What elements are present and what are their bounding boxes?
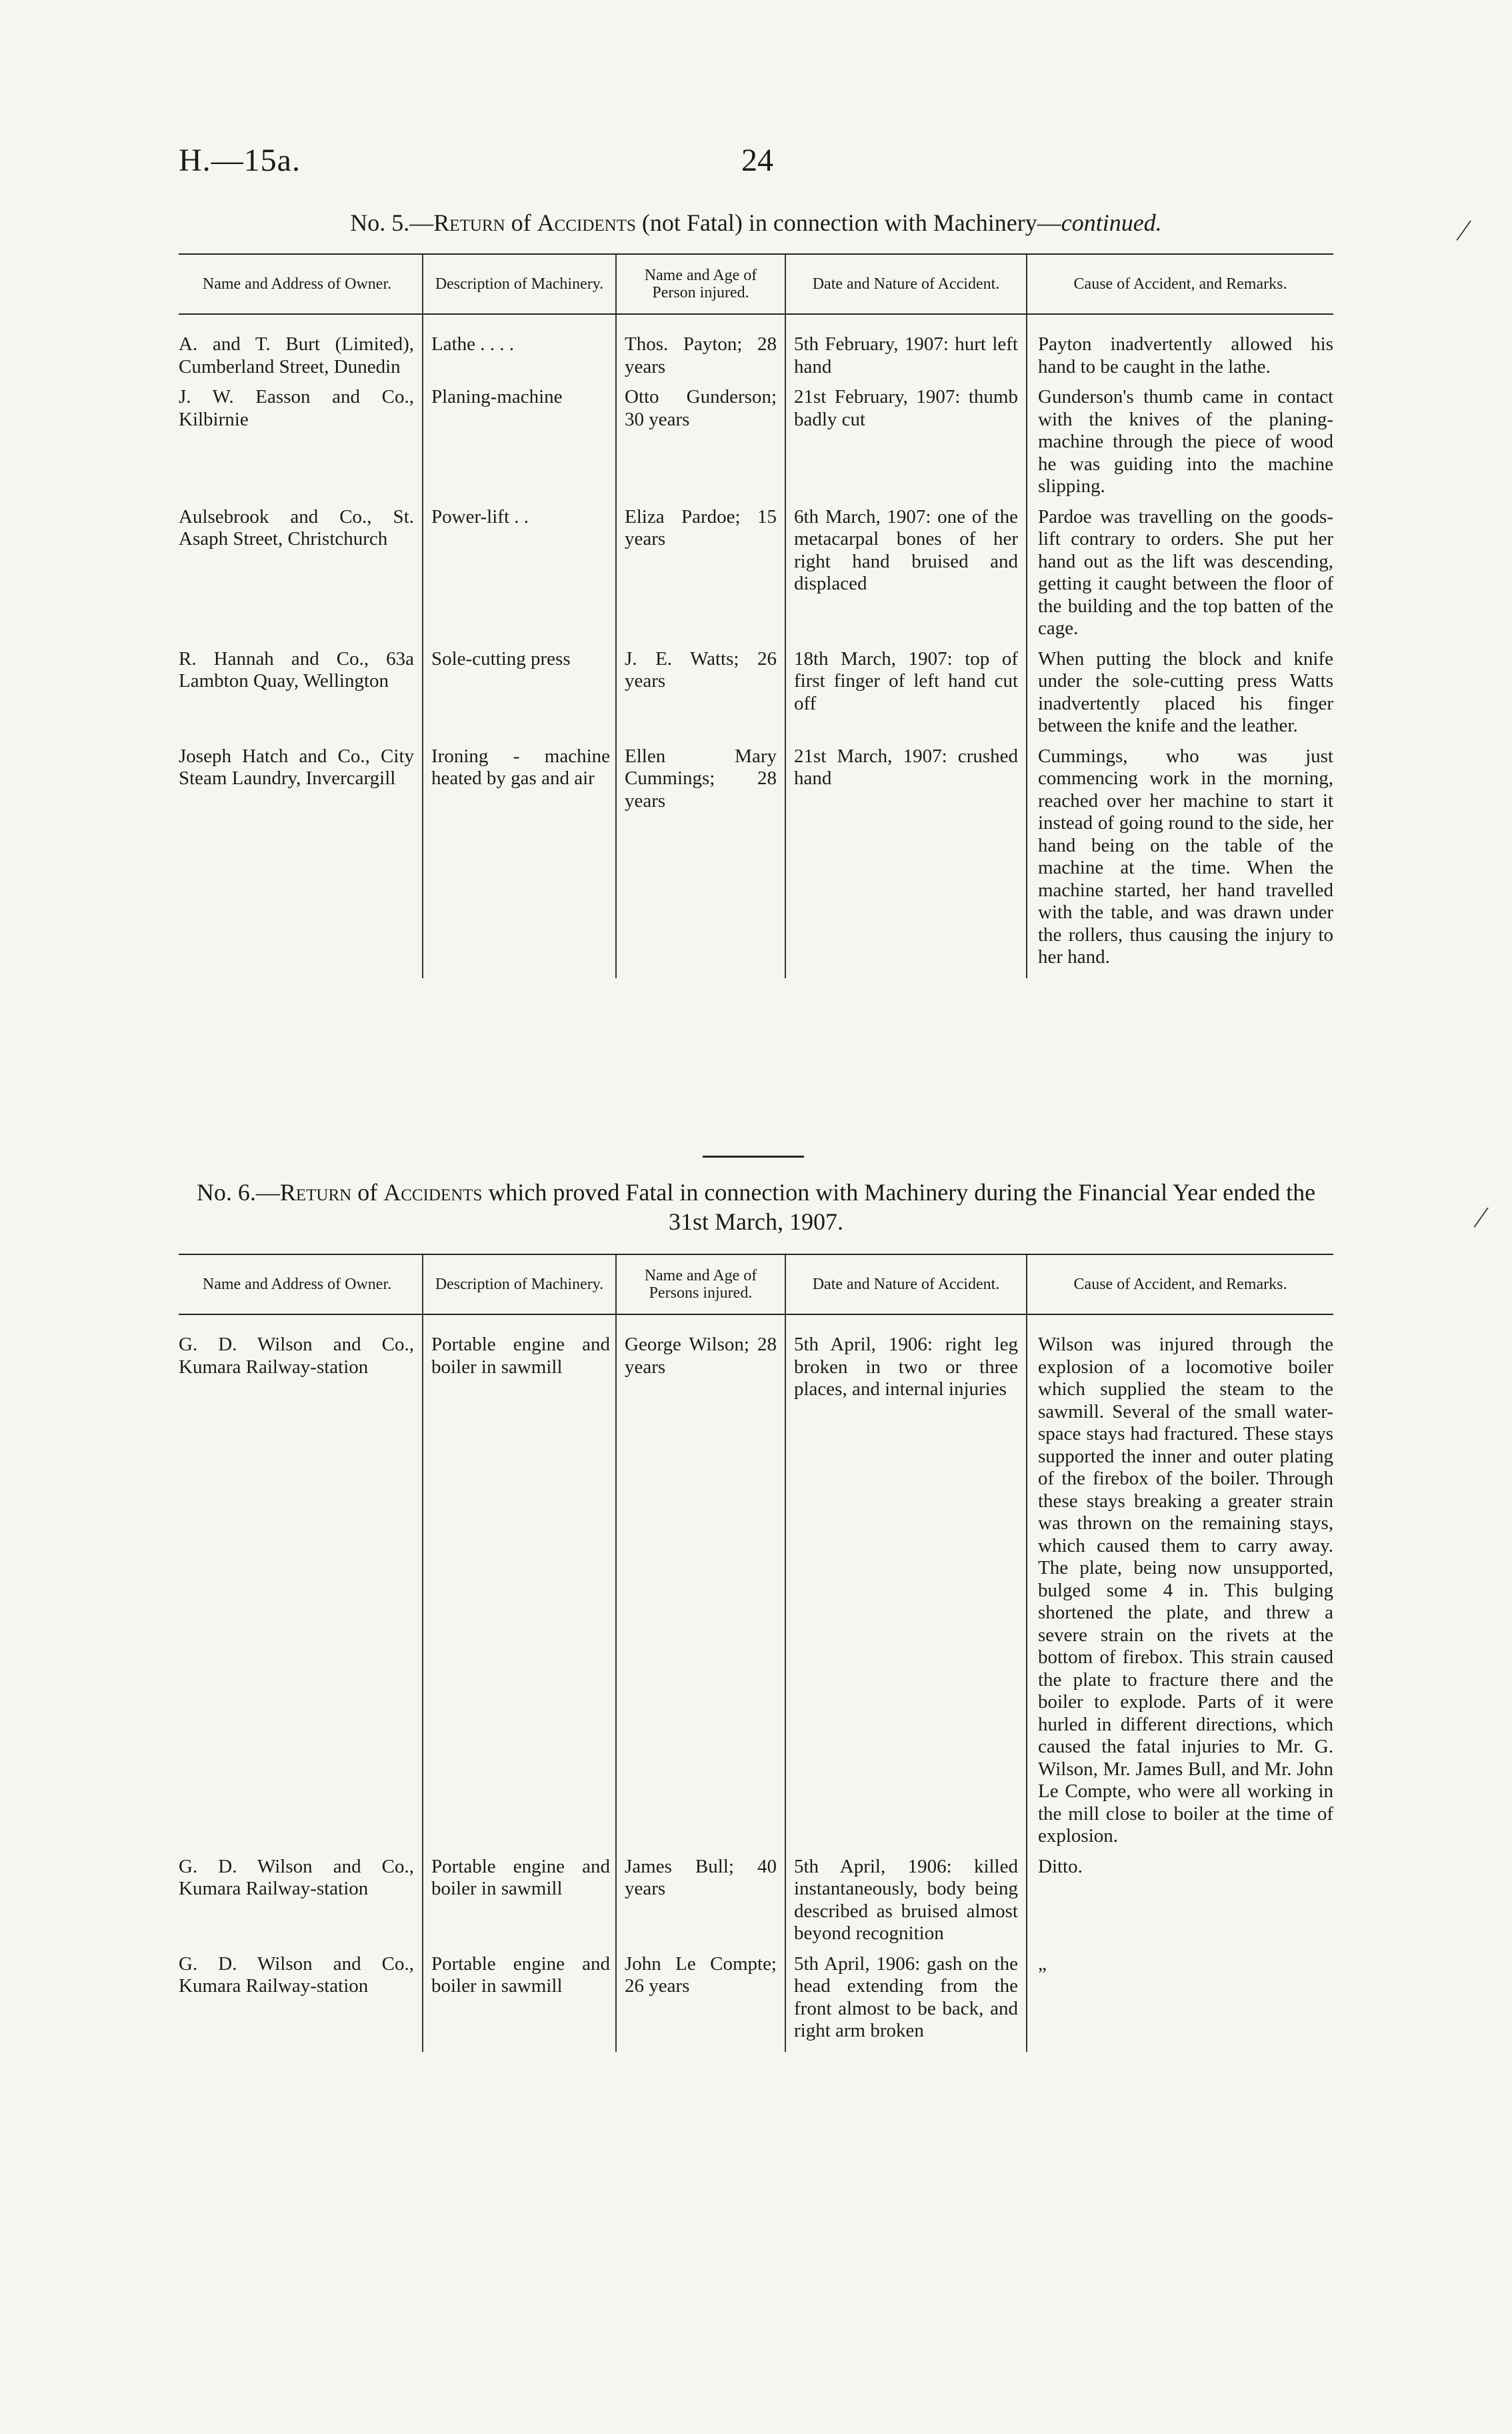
table6-header-person: Name and Age of Persons injured. [616,1254,785,1314]
section-divider [703,1156,804,1158]
table5-caption-rest: (not Fatal) in connection with Machinery— [635,209,1061,236]
owner-cell: Joseph Hatch and Co., City Steam Laundry, Invercargill [179,745,414,789]
machinery-cell: Lathe . . . . [423,333,616,386]
person-cell: James Bull; 40 years [616,1856,785,1953]
person-cell: Eliza Pardoe; 15 years [616,506,785,648]
page-number: 24 [741,143,773,178]
table5-accidents-not-fatal [179,253,1333,978]
machinery-cell: Power-lift . . [423,506,616,648]
table5-header-cause: Cause of Accident, and Remarks. [1027,254,1333,314]
person-cell: J. E. Watts; 26 years [616,648,785,746]
table5-header-row [179,254,1333,314]
table5-caption-continued: continued. [1061,209,1162,236]
table6-caption-return: Return [279,1179,352,1206]
table6-caption-prefix: No. 6.— [196,1179,280,1206]
table-row [179,1953,1333,2052]
accident-cell: 21st March, 1907: crushed hand [785,746,1027,978]
owner-cell: Aulsebrook and Co., St. Asaph Street, Christchurch [179,505,414,549]
table5-header-machinery: Description of Machinery. [423,254,616,314]
table6-header-machinery: Description of Machinery. [423,1254,616,1314]
table-row [179,648,1333,746]
table6-caption-rest: which proved Fatal in connection with Machinery during the Financial Year ended the 31st March, 1907. [482,1179,1316,1235]
table6-header-date-nature: Date and Nature of Accident. [785,1254,1027,1314]
table5-header-person: Name and Age of Person injured. [616,254,785,314]
cause-cell: Pardoe was travelling on the goods-lift contrary to orders. She put her hand out as the lift was descending, getting it caught between the floor of the building and the top batten of the cage. [1027,506,1333,648]
person-cell: George Wilson; 28 years [616,1334,785,1856]
table6-caption-accidents: Accidents [383,1179,483,1206]
cause-cell: Gunderson's thumb came in contact with the knives of the planing-machine through the piece of wood he was guiding into the machine slipping. [1027,386,1333,506]
table6-caption-of: of [351,1179,384,1206]
cause-cell: When putting the block and knife under the sole-cutting press Watts inadvertently placed his finger between the knife and the leather. [1027,648,1333,746]
table6-header-row [179,1254,1333,1314]
person-cell: Ellen Mary Cummings; 28 years [616,746,785,978]
accident-cell: 21st February, 1907: thumb badly cut [785,386,1027,506]
accident-cell: 5th April, 1906: gash on the head extending from the front almost to be back, and right arm broken [785,1953,1027,2052]
machinery-cell: Portable engine and boiler in sawmill [423,1856,616,1953]
table5-caption [179,208,1333,237]
owner-cell: G. D. Wilson and Co., Kumara Railway-station [179,1855,414,1899]
table6-accidents-fatal [179,1254,1333,2052]
owner-cell: G. D. Wilson and Co., Kumara Railway-station [179,1334,414,1378]
machinery-cell: Planing-machine [423,386,616,506]
accident-cell: 5th April, 1906: right leg broken in two or three places, and internal injuries [785,1334,1027,1856]
machinery-cell: Portable engine and boiler in sawmill [423,1953,616,2052]
table-row [179,386,1333,506]
document-reference: H.—15a. [179,143,301,178]
machinery-cell: Portable engine and boiler in sawmill [423,1334,616,1856]
person-cell: John Le Compte; 26 years [616,1953,785,2052]
table5-caption-of: of [505,209,537,236]
table5-caption-accidents: Accidents [537,209,636,236]
accident-cell: 5th April, 1906: killed instantaneously, body being described as bruised almost beyond recognition [785,1856,1027,1953]
table5-caption-prefix: No. 5.— [350,209,434,236]
cause-cell: Payton inadvertently allowed his hand to be caught in the lathe. [1027,333,1333,386]
accident-cell: 5th February, 1907: hurt left hand [785,333,1027,386]
owner-cell: R. Hannah and Co., 63a Lambton Quay, Wellington [179,648,414,692]
cause-cell: Wilson was injured through the explosion of a locomotive boiler which supplied the steam to the sawmill. Several of the small water-space stays had fractured. These stays supported the inner and outer plating of the firebox of the boiler. Through these stays breaking a greater strain was thrown on the remaining stays, which caused them to carry away. The plate, being now unsupported, bulged some 4 in. This bulging shortened the plate, and threw a severe strain on the rivets at the bottom of firebox. This strain caused the plate to fracture there and the boiler to explode. Parts of it were hurled in different directions, which caused the fatal injuries to Mr. G. Wilson, Mr. James Bull, and Mr. John Le Compte, who were all working in the mill close to boiler at the time of explosion. [1027,1334,1333,1856]
table5-spacer [179,314,1333,333]
table6-header-owner: Name and Address of Owner. [179,1254,423,1314]
table6-caption [179,1178,1333,1236]
table-row [179,1334,1333,1856]
owner-cell: J. W. Easson and Co., Kilbirnie [179,386,414,430]
table-row [179,746,1333,978]
table-row [179,333,1333,386]
accident-cell: 6th March, 1907: one of the metacarpal bones of her right hand bruised and displaced [785,506,1027,648]
table-row [179,1856,1333,1953]
cause-cell: Cummings, who was just commencing work in the morning, reached over her machine to start it instead of going round to the side, her hand being on the table of the machine at the time. When the machine started, her hand travelled with the table, and was drawn under the rollers, thus causing the injury to her hand. [1027,746,1333,978]
margin-tick-mark: ⁄ [1479,1201,1484,1234]
table-row [179,506,1333,648]
person-cell: Otto Gunderson; 30 years [616,386,785,506]
machinery-cell: Sole-cutting press [423,648,616,746]
table5-header-owner: Name and Address of Owner. [179,254,423,314]
cause-cell: „ [1027,1953,1333,2052]
machinery-cell: Ironing - machine heated by gas and air [423,746,616,978]
table6-header-cause: Cause of Accident, and Remarks. [1027,1254,1333,1314]
accident-cell: 18th March, 1907: top of first finger of left hand cut off [785,648,1027,746]
cause-cell: Ditto. [1027,1856,1333,1953]
table6-spacer [179,1314,1333,1334]
table5-caption-return: Return [433,209,505,236]
table5-header-date-nature: Date and Nature of Accident. [785,254,1027,314]
owner-cell: A. and T. Burt (Limited), Cumberland Street, Dunedin [179,333,414,377]
owner-cell: G. D. Wilson and Co., Kumara Railway-station [179,1953,414,1997]
person-cell: Thos. Payton; 28 years [616,333,785,386]
margin-tick-mark: ⁄ [1461,214,1467,247]
